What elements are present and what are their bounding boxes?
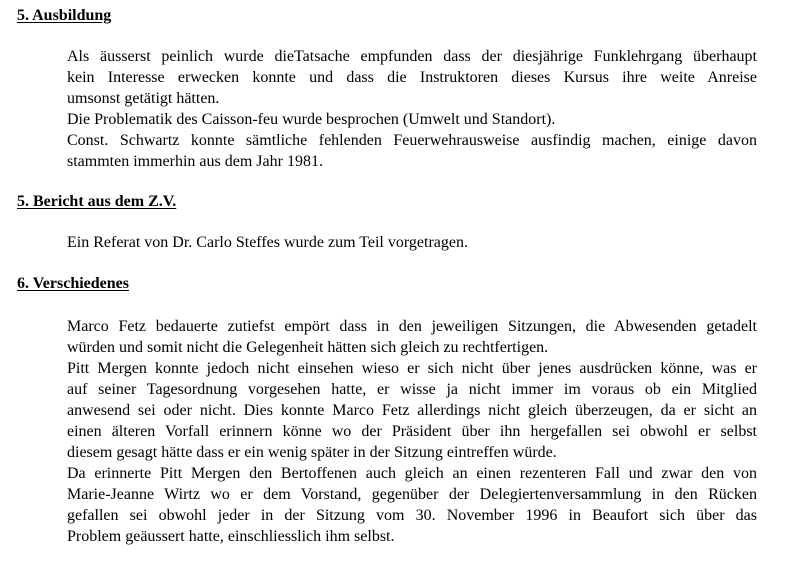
text-line: einen älteren Vorfall erinnern könne wo der Präsident über ihn hergefallen sei obwohl er selbst bbox=[67, 423, 757, 440]
section-heading-ausbildung: 5. Ausbildung bbox=[17, 7, 112, 24]
text-line: Als äusserst peinlich wurde dieTatsache empfunden dass der diesjährige Funklehrgang überhaupt bbox=[67, 48, 757, 65]
text-line: Marco Fetz bedauerte zutiefst empört dass in den jeweiligen Sitzungen, die Abwesenden getadelt bbox=[67, 318, 757, 335]
text-line: Problem geäussert hatte, einschliesslich ihm selbst. bbox=[67, 528, 395, 545]
text-line: Const. Schwartz konnte sämtliche fehlenden Feuerwehrausweise ausfindig machen, einige davon bbox=[67, 132, 757, 149]
section-body-bericht bbox=[67, 232, 757, 253]
text-line: anwesend sei oder nicht. Dies konnte Marco Fetz allerdings nicht gleich überzeugen, da er sicht an bbox=[67, 402, 757, 419]
section-heading-bericht: 5. Bericht aus dem Z.V. bbox=[17, 193, 177, 210]
text-line: Da erinnerte Pitt Mergen den Bertoffenen auch gleich an einen rezenteren Fall und zwar den von bbox=[67, 465, 757, 482]
text-line: gefallen sei obwohl jeder in der Sitzung vom 30. November 1996 in Beaufort sich über das bbox=[67, 507, 757, 524]
text-line: Marie-Jeanne Wirtz wo er dem Vorstand, gegenüber der Delegiertenversammlung in den Rücken bbox=[67, 486, 757, 503]
text-line: Pitt Mergen konnte jedoch nicht einsehen wieso er sich nicht über jenes ausdrücken könne, was er bbox=[67, 360, 757, 377]
text-line: diesem gesagt hätte dass er ein wenig später in der Sitzung eintreffen würde. bbox=[67, 444, 557, 461]
text-line: auf seiner Tagesordnung vorgesehen hatte, er wisse ja nicht immer im voraus ob ein Mitglied bbox=[67, 381, 757, 398]
text-line: Die Problematik des Caisson-feu wurde besprochen (Umwelt und Standort). bbox=[67, 111, 556, 128]
text-line: stammten immerhin aus dem Jahr 1981. bbox=[67, 153, 323, 170]
section-body-verschiedenes bbox=[67, 316, 757, 547]
section-heading-verschiedenes: 6. Verschiedenes bbox=[17, 275, 129, 292]
text-line: würden und somit nicht die Gelegenheit hätten sich gleich zu rechtfertigen. bbox=[67, 339, 549, 356]
text-line: Ein Referat von Dr. Carlo Steffes wurde zum Teil vorgetragen. bbox=[67, 234, 468, 251]
text-line: kein Interesse erwecken konnte und dass die Instruktoren dieses Kursus ihre weite Anreise bbox=[67, 69, 757, 86]
text-line: umsonst getätigt hätten. bbox=[67, 90, 220, 107]
section-body-ausbildung bbox=[67, 46, 757, 172]
